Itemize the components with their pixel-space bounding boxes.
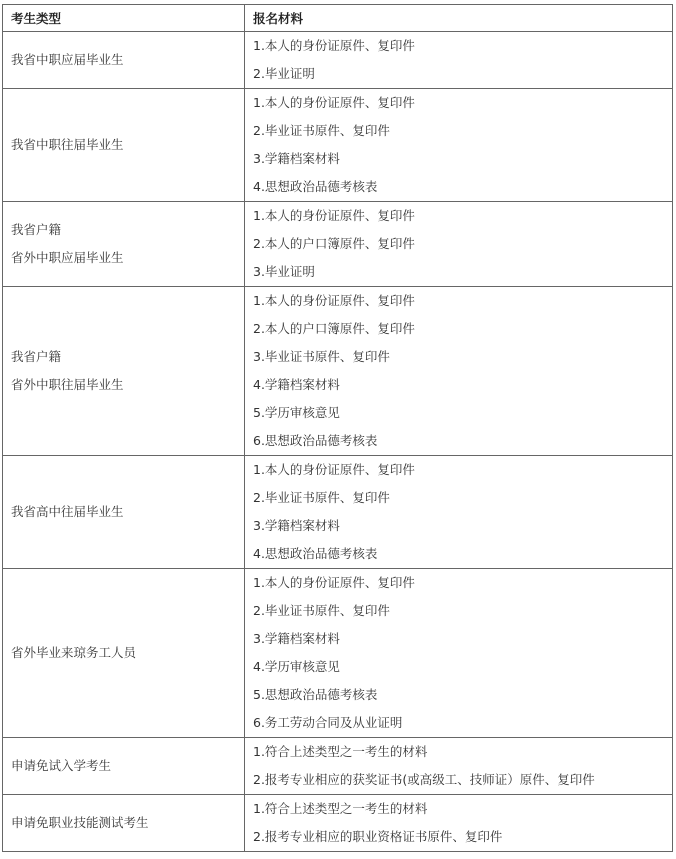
candidate-type-cell [3,795,245,852]
table-header-row [3,5,673,32]
candidate-type-text: 省外中职应届毕业生 [11,250,124,265]
table-row [3,738,673,795]
material-item: 2.毕业证书原件、复印件 [253,603,390,618]
material-item: 2.报考专业相应的职业资格证书原件、复印件 [253,829,503,844]
material-item: 4.学历审核意见 [253,659,340,674]
table-row [3,32,673,89]
material-item: 6.务工劳动合同及从业证明 [253,715,403,730]
material-item: 3.毕业证明 [253,264,315,279]
material-item: 1.符合上述类型之一考生的材料 [253,744,428,759]
candidate-type-cell [3,32,245,89]
registration-materials-table [2,4,673,852]
material-item: 1.本人的身份证原件、复印件 [253,95,415,110]
candidate-type-text: 申请免职业技能测试考生 [11,815,149,830]
material-item: 2.毕业证明 [253,66,315,81]
materials-cell [245,89,673,202]
material-item: 2.报考专业相应的获奖证书(或高级工、技师证）原件、复印件 [253,772,595,787]
material-item: 4.思想政治品德考核表 [253,546,378,561]
material-item: 1.本人的身份证原件、复印件 [253,462,415,477]
material-item: 1.本人的身份证原件、复印件 [253,575,415,590]
table-row [3,287,673,456]
material-item: 5.学历审核意见 [253,405,340,420]
material-item: 1.符合上述类型之一考生的材料 [253,801,428,816]
candidate-type-text: 我省高中往届毕业生 [11,504,124,519]
header-registration-materials: 报名材料 [245,5,673,32]
candidate-type-cell [3,738,245,795]
candidate-type-cell [3,456,245,569]
material-item: 3.学籍档案材料 [253,151,340,166]
material-item: 1.本人的身份证原件、复印件 [253,208,415,223]
material-item: 3.学籍档案材料 [253,518,340,533]
material-item: 2.毕业证书原件、复印件 [253,490,390,505]
candidate-type-text: 申请免试入学考生 [11,758,112,773]
header-candidate-type: 考生类型 [3,5,245,32]
materials-cell [245,456,673,569]
material-item: 2.本人的户口簿原件、复印件 [253,236,415,251]
material-item: 1.本人的身份证原件、复印件 [253,38,415,53]
candidate-type-text: 省外毕业来琼务工人员 [11,645,137,660]
table-row [3,569,673,738]
material-item: 3.毕业证书原件、复印件 [253,349,390,364]
material-item: 6.思想政治品德考核表 [253,433,378,448]
materials-cell [245,795,673,852]
table-row [3,795,673,852]
table-row [3,89,673,202]
candidate-type-cell [3,287,245,456]
materials-cell [245,738,673,795]
material-item: 3.学籍档案材料 [253,631,340,646]
materials-cell [245,287,673,456]
materials-cell [245,569,673,738]
material-item: 4.学籍档案材料 [253,377,340,392]
materials-cell [245,32,673,89]
candidate-type-text: 省外中职往届毕业生 [11,377,124,392]
material-item: 2.本人的户口簿原件、复印件 [253,321,415,336]
material-item: 5.思想政治品德考核表 [253,687,378,702]
material-item: 2.毕业证书原件、复印件 [253,123,390,138]
candidate-type-cell [3,89,245,202]
material-item: 1.本人的身份证原件、复印件 [253,293,415,308]
candidate-type-cell [3,569,245,738]
material-item: 4.思想政治品德考核表 [253,179,378,194]
materials-cell [245,202,673,287]
candidate-type-cell [3,202,245,287]
table-row [3,202,673,287]
candidate-type-text: 我省中职应届毕业生 [11,52,124,67]
table-row [3,456,673,569]
candidate-type-text: 我省户籍 [11,222,62,237]
candidate-type-text: 我省户籍 [11,349,62,364]
candidate-type-text: 我省中职往届毕业生 [11,137,124,152]
table-body [3,32,673,852]
